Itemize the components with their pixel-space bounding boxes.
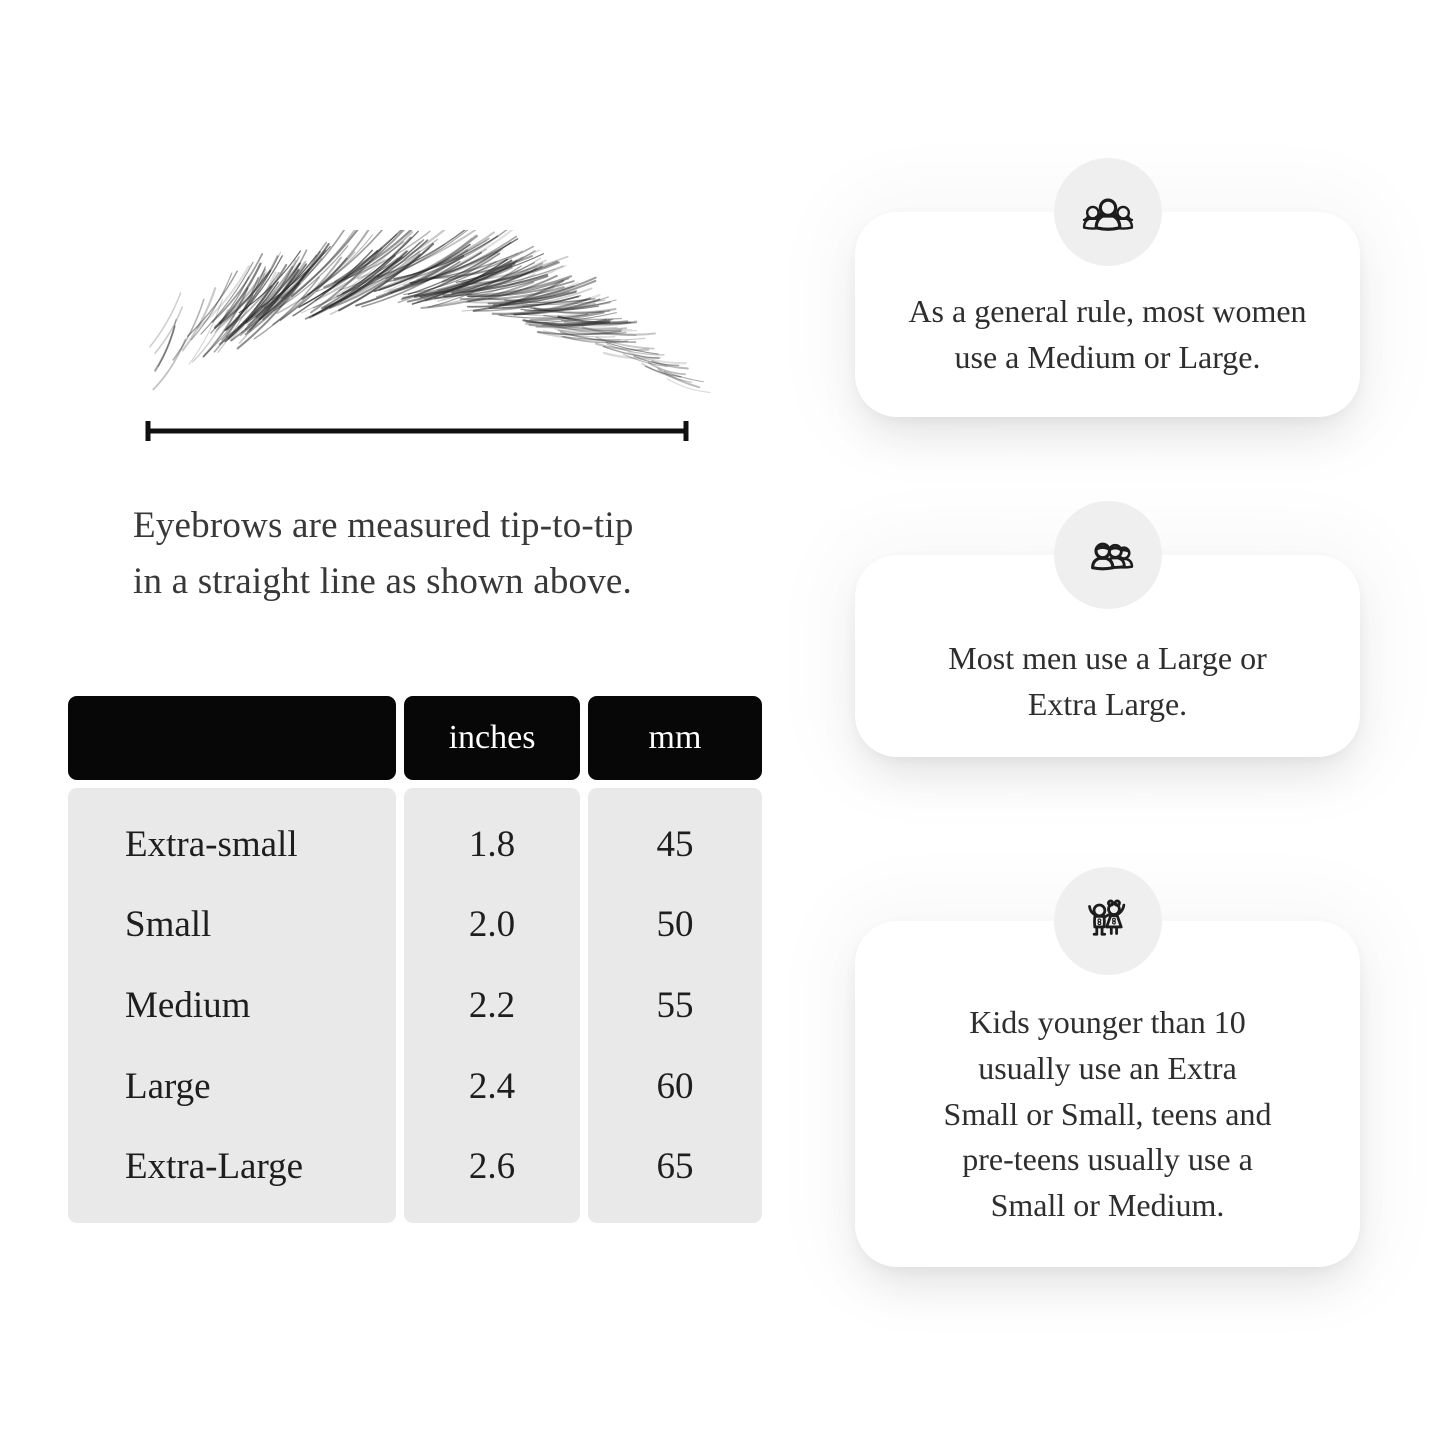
card-text-line: Extra Large. bbox=[1027, 686, 1188, 722]
eyebrow-diagram bbox=[60, 230, 760, 460]
table-row-label: Extra-small bbox=[125, 823, 298, 865]
card-text-line: Kids younger than 10 bbox=[969, 1004, 1246, 1041]
table-cell-mm: 55 bbox=[656, 984, 694, 1026]
table-cell-mm: 50 bbox=[656, 904, 694, 946]
card-text-line: usually use an Extra bbox=[978, 1049, 1237, 1086]
info-card-men bbox=[855, 555, 1360, 757]
card-text-line: Small or Small, teens and bbox=[943, 1095, 1272, 1132]
info-card-kids bbox=[855, 921, 1360, 1267]
table-cell-inches: 2.4 bbox=[468, 1065, 516, 1107]
table-cell-mm: 60 bbox=[656, 1065, 694, 1107]
size-table-header bbox=[68, 696, 762, 780]
caption-line: in a straight line as shown above. bbox=[133, 561, 633, 602]
table-row-label: Medium bbox=[125, 984, 251, 1026]
card-text-line: Small or Medium. bbox=[990, 1187, 1225, 1224]
measurement-line bbox=[148, 421, 686, 441]
eyebrow-illustration bbox=[60, 230, 760, 460]
info-card-women bbox=[855, 212, 1360, 417]
table-cell-inches: 2.0 bbox=[468, 904, 516, 946]
men-group-icon bbox=[1054, 501, 1162, 609]
size-table-body bbox=[68, 788, 762, 1223]
card-text bbox=[944, 1000, 1272, 1229]
table-cell-inches: 1.8 bbox=[468, 823, 516, 865]
header-cell-size bbox=[68, 696, 396, 780]
table-cell-inches: 2.2 bbox=[468, 984, 516, 1026]
card-text-line: use a Medium or Large. bbox=[954, 338, 1261, 375]
table-row-label: Large bbox=[125, 1065, 211, 1107]
card-text-line: Most men use a Large or bbox=[948, 640, 1267, 677]
header-cell-inches: inches bbox=[404, 696, 580, 780]
column-size-labels bbox=[68, 788, 396, 1223]
women-group-icon bbox=[1054, 158, 1162, 266]
table-cell-mm: 65 bbox=[656, 1146, 694, 1188]
measurement-caption bbox=[133, 498, 753, 610]
size-table bbox=[68, 696, 762, 1223]
header-cell-mm: mm bbox=[588, 696, 762, 780]
card-text-line: As a general rule, most women bbox=[908, 292, 1307, 329]
column-inches-values bbox=[404, 788, 580, 1223]
table-row-label: Extra-Large bbox=[125, 1146, 304, 1188]
card-text bbox=[908, 289, 1306, 380]
card-text bbox=[948, 636, 1266, 727]
card-text-line: pre-teens usually use a bbox=[962, 1141, 1253, 1178]
caption-line: Eyebrows are measured tip-to-tip bbox=[133, 505, 634, 546]
kids-icon bbox=[1054, 867, 1162, 975]
table-row-label: Small bbox=[125, 904, 212, 946]
column-mm-values bbox=[588, 788, 762, 1223]
table-cell-mm: 45 bbox=[656, 823, 694, 865]
table-cell-inches: 2.6 bbox=[468, 1146, 516, 1188]
